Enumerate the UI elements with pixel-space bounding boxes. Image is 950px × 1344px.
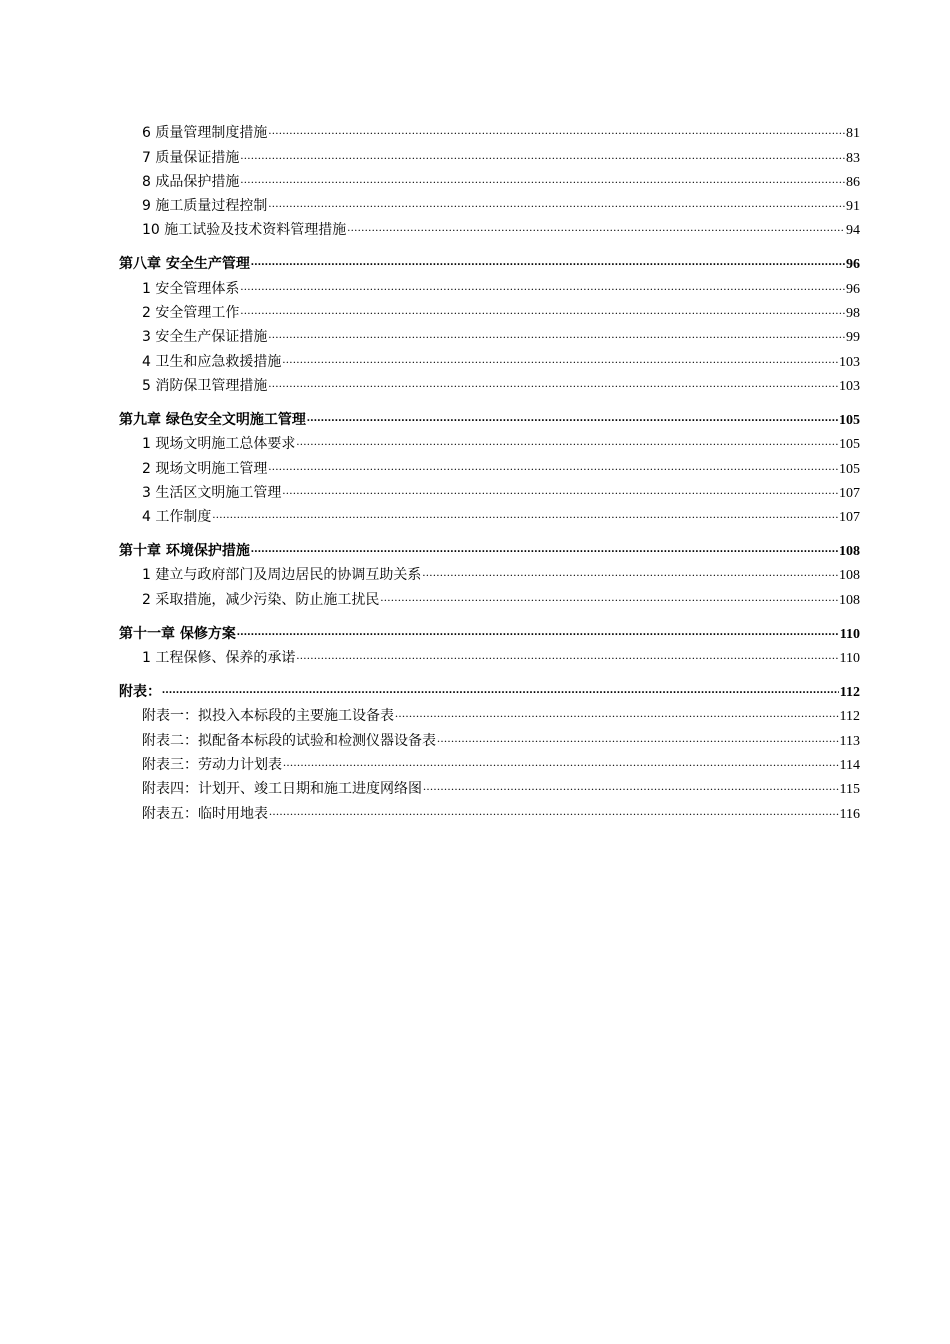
toc-entry-page-number: 110 [839, 651, 860, 667]
dot-leader [240, 162, 845, 186]
toc-entry-label: 1 安全管理体系 [142, 280, 240, 297]
toc-entry-page-number: 94 [846, 223, 860, 239]
dot-leader [296, 424, 838, 448]
toc-section-entry[interactable] [119, 113, 860, 142]
toc-entry-label: 附表五：临时用地表 [142, 805, 268, 822]
toc-chapter-entry[interactable] [119, 670, 860, 701]
toc-entry-page-number: 83 [846, 150, 860, 166]
toc-entry-label: 3 生活区文明施工管理 [142, 484, 282, 501]
toc-entry-label: 第十一章 保修方案 [119, 625, 236, 642]
toc-entry-page-number: 86 [846, 174, 860, 190]
toc-entry-label: 附表： [119, 684, 161, 701]
toc-entry-label: 4 工作制度 [142, 509, 212, 526]
dot-leader [212, 497, 838, 521]
toc-entry-label: 9 施工质量过程控制 [142, 198, 268, 215]
toc-entry-page-number: 81 [846, 126, 860, 142]
toc-entry-label: 2 采取措施，减少污染、防止施工扰民 [142, 591, 380, 608]
toc-entry-page-number: 96 [846, 257, 860, 273]
toc-entry-page-number: 96 [846, 281, 860, 297]
dot-leader [269, 793, 839, 817]
toc-entry-label: 2 安全管理工作 [142, 305, 240, 322]
toc-entry-label: 附表三：劳动力计划表 [142, 756, 282, 773]
toc-entry-label: 第八章 安全生产管理 [119, 256, 250, 273]
toc-entry-label: 1 工程保修、保养的承诺 [142, 650, 296, 667]
toc-entry-label: 第九章 绿色安全文明施工管理 [119, 411, 306, 428]
toc-entry-page-number: 98 [846, 306, 860, 322]
toc-entry-page-number: 113 [839, 733, 860, 749]
dot-leader [423, 769, 839, 793]
toc-entry-page-number: 114 [839, 757, 860, 773]
dot-leader [268, 448, 838, 472]
dot-leader [296, 638, 838, 662]
toc-entry-page-number: 91 [846, 199, 860, 215]
toc-entry-page-number: 105 [839, 461, 860, 477]
toc-chapter-entry[interactable] [119, 242, 860, 273]
dot-leader [240, 137, 845, 161]
toc-entry-page-number: 112 [839, 709, 860, 725]
dot-leader [395, 696, 839, 720]
toc-entry-label: 6 质量管理制度措施 [142, 125, 268, 142]
toc-section-entry[interactable] [119, 497, 860, 526]
dot-leader [347, 210, 845, 234]
toc-entry-label: 5 消防保卫管理措施 [142, 377, 268, 394]
toc-entry-label: 8 成品保护措施 [142, 173, 240, 190]
dot-leader [437, 720, 839, 744]
dot-leader [251, 529, 838, 555]
toc-entry-page-number: 105 [839, 412, 860, 428]
toc-entry-page-number: 103 [839, 378, 860, 394]
toc-entry-label: 2 现场文明施工管理 [142, 460, 268, 477]
toc-appendix-entry[interactable] [119, 696, 860, 725]
toc-entry-page-number: 99 [846, 330, 860, 346]
toc-entry-label: 附表二：拟配备本标段的试验和检测仪器设备表 [142, 732, 436, 749]
dot-leader [237, 612, 839, 638]
dot-leader [240, 293, 845, 317]
dot-leader [268, 113, 845, 137]
toc-entry-page-number: 103 [839, 354, 860, 370]
toc-chapter-entry[interactable] [119, 529, 860, 560]
dot-leader [380, 579, 838, 603]
dot-leader [268, 366, 838, 390]
toc-entry-page-number: 107 [839, 510, 860, 526]
toc-entry-label: 附表一：拟投入本标段的主要施工设备表 [142, 708, 394, 725]
dot-leader [162, 670, 839, 696]
dot-leader [422, 555, 838, 579]
toc-entry-page-number: 107 [839, 485, 860, 501]
toc-entry-page-number: 110 [839, 626, 860, 642]
toc-entry-label: 10 施工试验及技术资料管理措施 [142, 222, 347, 239]
toc-entry-page-number: 112 [839, 685, 860, 701]
toc-entry-label: 3 安全生产保证措施 [142, 329, 268, 346]
toc-entry-label: 1 现场文明施工总体要求 [142, 436, 296, 453]
dot-leader [251, 242, 845, 268]
dot-leader [282, 473, 838, 497]
toc-chapter-entry[interactable] [119, 612, 860, 642]
toc-entry-page-number: 116 [839, 806, 860, 822]
toc-entry-label: 附表四：计划开、竣工日期和施工进度网络图 [142, 781, 422, 798]
toc-entry-page-number: 105 [839, 437, 860, 453]
toc-entry-label: 1 建立与政府部门及周边居民的协调互助关系 [142, 567, 422, 584]
dot-leader [307, 398, 838, 424]
toc-entry-page-number: 108 [839, 568, 860, 584]
toc-entry-label: 7 质量保证措施 [142, 149, 240, 166]
toc-chapter-entry[interactable] [119, 398, 860, 428]
toc-entry-page-number: 108 [839, 592, 860, 608]
dot-leader [282, 341, 838, 365]
dot-leader [268, 317, 845, 341]
toc-entry-label: 4 卫生和应急救援措施 [142, 353, 282, 370]
toc-entry-page-number: 108 [839, 544, 860, 560]
dot-leader [283, 745, 839, 769]
dot-leader [240, 268, 845, 292]
table-of-contents [119, 113, 860, 822]
toc-entry-page-number: 115 [839, 782, 860, 798]
toc-entry-label: 第十章 环境保护措施 [119, 543, 250, 560]
dot-leader [268, 186, 845, 210]
